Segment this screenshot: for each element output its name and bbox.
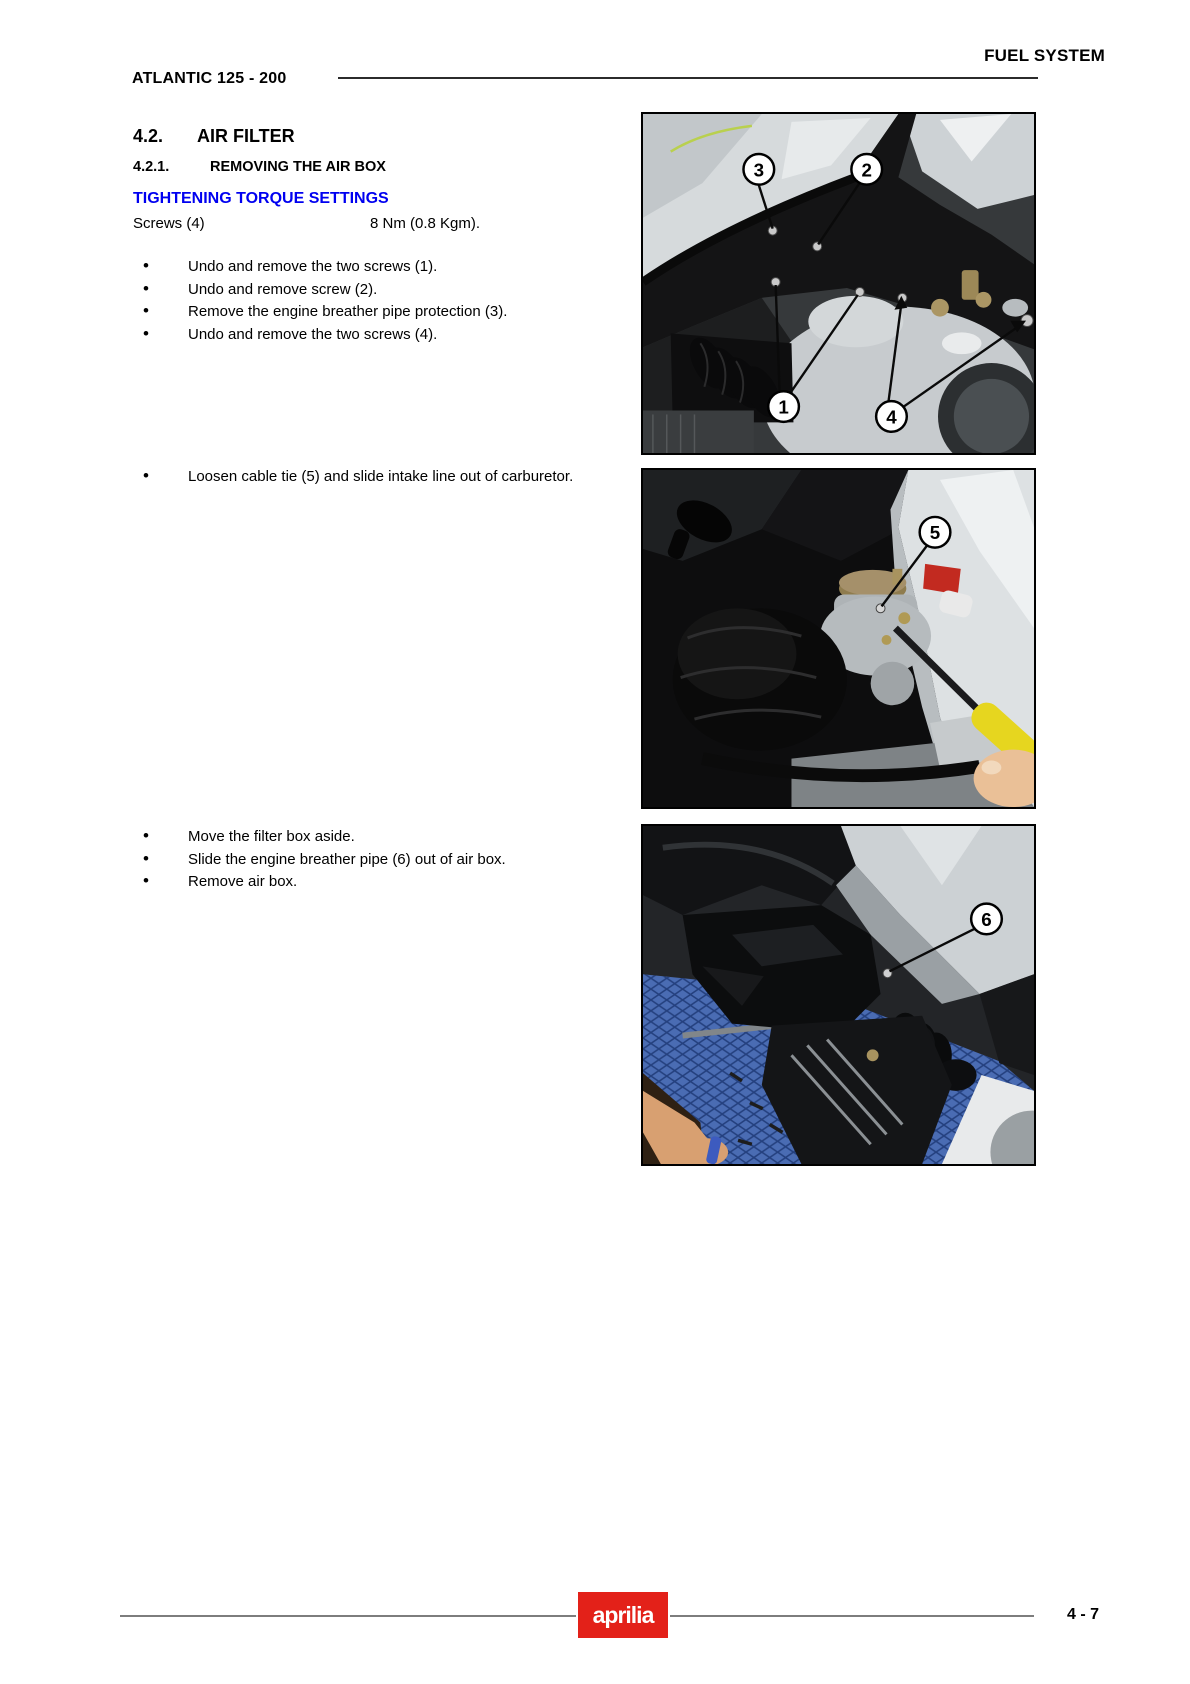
figure-air-box-removal [641, 824, 1036, 1166]
subsection-heading [133, 159, 386, 175]
aprilia-logo: aprilia [578, 1592, 668, 1638]
footer-rule-right [670, 1615, 1034, 1617]
step-list-screws [143, 256, 613, 346]
step-item: • Undo and remove the two screws (4). [143, 324, 613, 347]
subsection-title: REMOVING THE AIR BOX [210, 159, 386, 175]
section-number: 4.2. [133, 126, 164, 146]
torque-spec-label: Screws (4) [133, 215, 205, 232]
header-model-title: ATLANTIC 125 - 200 [132, 70, 287, 87]
torque-spec-row [133, 215, 480, 232]
callout-balloons [971, 904, 1002, 935]
step-item: • Loosen cable tie (5) and slide intake line out of carburetor. [143, 466, 616, 489]
figure-carburetor-cable-tie [641, 468, 1036, 809]
step-item: • Undo and remove the two screws (1). [143, 256, 613, 279]
engine-bay-photo-illustration [643, 114, 1034, 453]
callout-4: 4 [886, 406, 897, 428]
carburetor-photo-illustration [643, 470, 1034, 807]
step-item: • Slide the engine breather pipe (6) out of air box. [143, 849, 613, 872]
callout-5: 5 [929, 522, 941, 544]
step-list-cable-tie [143, 466, 616, 489]
callout-3: 3 [753, 159, 765, 181]
torque-spec-value: 8 Nm (0.8 Kgm). [370, 215, 481, 232]
page-number: 4 - 7 [1066, 1606, 1099, 1623]
section-heading [133, 126, 295, 147]
footer-rule-left [120, 1615, 576, 1617]
step-item: • Remove the engine breather pipe protection (3). [143, 301, 613, 324]
step-item: • Move the filter box aside. [143, 826, 613, 849]
callout-1: 1 [778, 396, 789, 418]
subsection-number: 4.2.1. [133, 159, 170, 175]
figure-air-box-screws [641, 112, 1036, 455]
callout-6: 6 [981, 908, 992, 930]
air-box-photo-illustration [643, 826, 1034, 1164]
step-item: • Remove air box. [143, 871, 613, 894]
torque-settings-heading: TIGHTENING TORQUE SETTINGS [133, 190, 389, 207]
header-rule [338, 77, 1038, 79]
header-chapter-title: FUEL SYSTEM [984, 46, 1105, 65]
step-list-air-box [143, 826, 613, 894]
step-item: • Undo and remove screw (2). [143, 279, 613, 302]
callout-2: 2 [861, 159, 872, 181]
section-title: AIR FILTER [197, 126, 295, 146]
callout-balloons [920, 517, 951, 548]
